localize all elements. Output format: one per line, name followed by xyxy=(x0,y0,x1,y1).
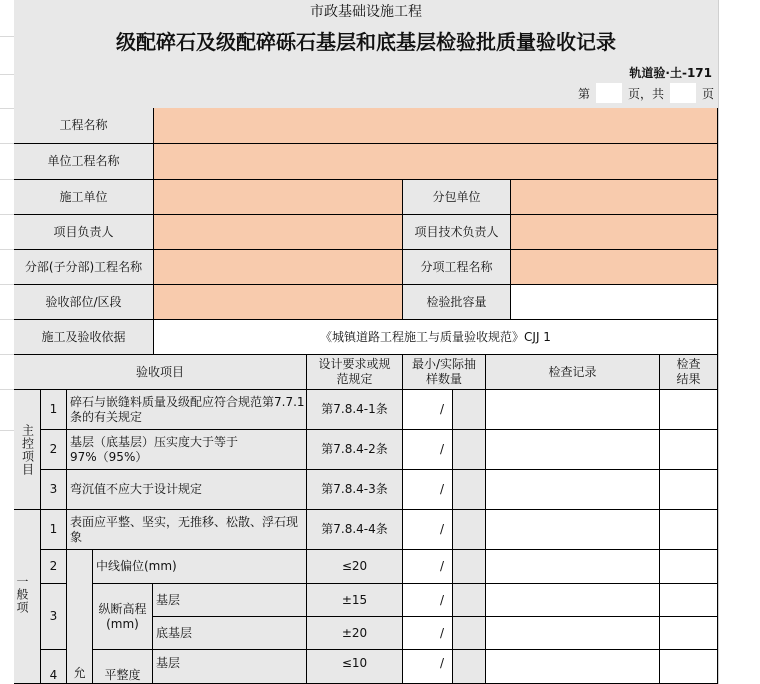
label-construction-unit: 施工单位 xyxy=(14,180,154,215)
main-row-3-actual[interactable] xyxy=(453,470,486,510)
general-row-3-result2[interactable] xyxy=(660,617,718,650)
sub-division-field[interactable] xyxy=(154,250,403,285)
main-control-label: 主控项目 xyxy=(14,390,41,510)
batch-capacity-field[interactable] xyxy=(511,285,718,320)
header-check-result: 检查结果 xyxy=(660,355,718,390)
header-design-requirement: 设计要求或规范规定 xyxy=(307,355,403,390)
general-row-4-req1: ≤10 xyxy=(307,650,403,684)
main-row-2-req: 第7.8.4-2条 xyxy=(307,430,403,470)
spreadsheet-empty-column xyxy=(718,0,760,684)
general-row-3-actual2[interactable] xyxy=(453,617,486,650)
general-row-4-no: 4 xyxy=(41,650,67,684)
label-sub-division: 分部(子分部)工程名称 xyxy=(14,250,154,285)
general-row-4-result[interactable] xyxy=(660,650,718,684)
main-row-3-text: 弯沉值不应大于设计规定 xyxy=(67,470,307,510)
project-manager-field[interactable] xyxy=(154,215,403,250)
project-name-field[interactable] xyxy=(154,108,718,144)
general-row-1-actual[interactable] xyxy=(453,510,486,550)
header-item: 验收项目 xyxy=(14,355,307,390)
unit-project-name-field[interactable] xyxy=(154,144,718,180)
label-project-name: 工程名称 xyxy=(14,108,154,144)
general-row-4-name: 平整度 xyxy=(93,650,153,684)
form-code: 轨道验·土-171 xyxy=(629,66,712,80)
main-row-3-record[interactable] xyxy=(486,470,660,510)
form-title: 级配碎石及级配碎砾石基层和底基层检验批质量验收记录 xyxy=(116,30,616,54)
main-row-3-no: 3 xyxy=(41,470,67,510)
basis-value: 《城镇道路工程施工与质量验收规范》CJJ 1 xyxy=(154,320,718,355)
item-project-field[interactable] xyxy=(511,250,718,285)
general-row-1-req: 第7.8.4-4条 xyxy=(307,510,403,550)
general-row-3-sample1[interactable]: / xyxy=(403,584,453,617)
general-row-2-sample[interactable]: / xyxy=(403,550,453,584)
general-row-3-no: 3 xyxy=(41,584,67,650)
general-row-3-record2[interactable] xyxy=(486,617,660,650)
general-row-2-result[interactable] xyxy=(660,550,718,584)
main-row-1-req: 第7.8.4-1条 xyxy=(307,390,403,430)
general-items-label: 一般项 xyxy=(14,510,41,684)
general-row-3-sub2: 底基层 xyxy=(153,617,307,650)
label-acceptance-part: 验收部位/区段 xyxy=(14,285,154,320)
main-row-3-sample[interactable]: / xyxy=(403,470,453,510)
general-row-2-record[interactable] xyxy=(486,550,660,584)
label-technical-manager: 项目技术负责人 xyxy=(403,215,511,250)
general-row-4-sample[interactable]: / xyxy=(403,650,453,684)
main-row-3-req: 第7.8.4-3条 xyxy=(307,470,403,510)
main-row-1-record[interactable] xyxy=(486,390,660,430)
label-item-project: 分项工程名称 xyxy=(403,250,511,285)
page-label-3: 页 xyxy=(701,86,714,101)
general-row-3-result1[interactable] xyxy=(660,584,718,617)
general-row-3-record1[interactable] xyxy=(486,584,660,617)
spreadsheet-gutter xyxy=(0,0,14,684)
construction-unit-field[interactable] xyxy=(154,180,403,215)
main-row-2-text: 基层（底基层）压实度大于等于97%（95%） xyxy=(67,430,307,470)
main-row-1-text: 碎石与嵌缝料质量及级配应符合规范第7.7.1条的有关规定 xyxy=(67,390,307,430)
header-sampling: 最小/实际抽样数量 xyxy=(403,355,486,390)
general-row-1-text: 表面应平整、坚实，无推移、松散、浮石现象 xyxy=(67,510,307,550)
main-row-1-result[interactable] xyxy=(660,390,718,430)
label-basis: 施工及验收依据 xyxy=(14,320,154,355)
general-row-4-sub1: 基层 xyxy=(153,650,307,684)
general-row-1-record[interactable] xyxy=(486,510,660,550)
label-unit-project-name: 单位工程名称 xyxy=(14,144,154,180)
general-row-4-record[interactable] xyxy=(486,650,660,684)
general-row-3-sub1: 基层 xyxy=(153,584,307,617)
main-row-1-sample[interactable]: / xyxy=(403,390,453,430)
technical-manager-field[interactable] xyxy=(511,215,718,250)
subcontract-unit-field[interactable] xyxy=(511,180,718,215)
page-label-2: 页，共 xyxy=(627,86,664,101)
general-row-2-text: 中线偏位(mm) xyxy=(93,550,307,584)
general-row-1-sample[interactable]: / xyxy=(403,510,453,550)
page-label-1: 第 xyxy=(577,86,590,101)
general-row-3-actual1[interactable] xyxy=(453,584,486,617)
general-row-2-no: 2 xyxy=(41,550,67,584)
label-project-manager: 项目负责人 xyxy=(14,215,154,250)
general-row-3-req1: ±15 xyxy=(307,584,403,617)
page-total-input[interactable] xyxy=(670,83,696,103)
allowable-deviation-label: 允 xyxy=(67,550,93,684)
main-row-2-result[interactable] xyxy=(660,430,718,470)
general-row-2-actual[interactable] xyxy=(453,550,486,584)
main-row-1-actual[interactable] xyxy=(453,390,486,430)
main-row-3-result[interactable] xyxy=(660,470,718,510)
general-row-3-name: 纵断高程(mm) xyxy=(93,584,153,650)
main-row-2-no: 2 xyxy=(41,430,67,470)
category-title: 市政基础设施工程 xyxy=(310,4,422,20)
general-row-4-actual[interactable] xyxy=(453,650,486,684)
label-subcontract-unit: 分包单位 xyxy=(403,180,511,215)
main-row-2-record[interactable] xyxy=(486,430,660,470)
page-info xyxy=(578,82,714,104)
main-row-1-no: 1 xyxy=(41,390,67,430)
general-row-1-result[interactable] xyxy=(660,510,718,550)
main-row-2-sample[interactable]: / xyxy=(403,430,453,470)
document-header xyxy=(14,0,718,108)
label-batch-capacity: 检验批容量 xyxy=(403,285,511,320)
header-check-record: 检查记录 xyxy=(486,355,660,390)
acceptance-part-field[interactable] xyxy=(154,285,403,320)
general-row-3-sample2[interactable]: / xyxy=(403,617,453,650)
general-row-1-no: 1 xyxy=(41,510,67,550)
general-row-3-req2: ±20 xyxy=(307,617,403,650)
main-row-2-actual[interactable] xyxy=(453,430,486,470)
page-number-input[interactable] xyxy=(596,83,622,103)
general-row-2-req: ≤20 xyxy=(307,550,403,584)
